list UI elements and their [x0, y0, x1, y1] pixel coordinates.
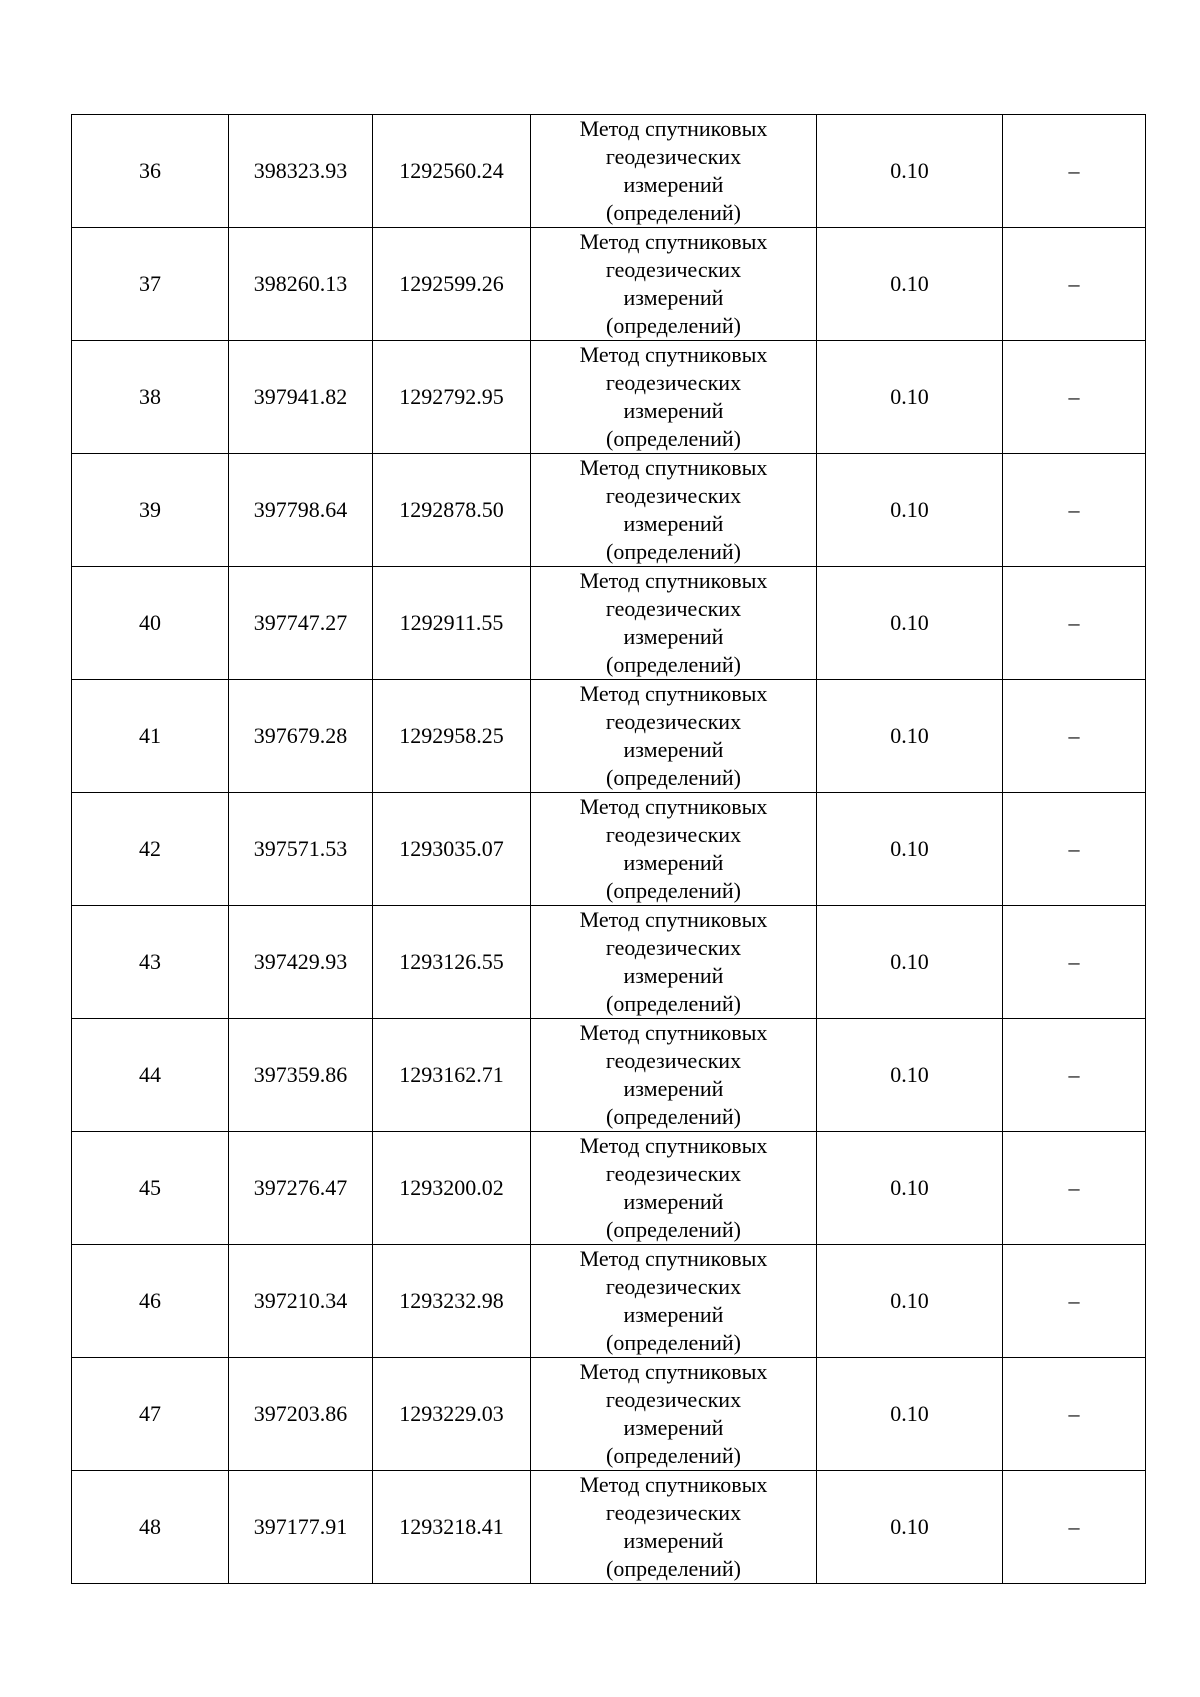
method-line: измерений — [623, 511, 724, 536]
y-coordinate-cell: 1292560.24 — [373, 115, 531, 228]
note-cell: – — [1003, 1245, 1146, 1358]
method-cell — [531, 228, 817, 341]
method-line: (определений) — [606, 200, 741, 225]
accuracy-cell: 0.10 — [817, 1471, 1003, 1584]
method-line: (определений) — [606, 1217, 741, 1242]
point-number-cell: 43 — [72, 906, 229, 1019]
method-line: геодезических — [605, 370, 742, 395]
table-row — [72, 793, 1146, 906]
method-line: измерений — [623, 1415, 724, 1440]
method-line: Метод спутниковых — [579, 1020, 768, 1045]
method-line: измерений — [623, 737, 724, 762]
note-cell: – — [1003, 680, 1146, 793]
x-coordinate-cell: 397798.64 — [229, 454, 373, 567]
note-cell: – — [1003, 906, 1146, 1019]
method-line: измерений — [623, 172, 724, 197]
note-cell: – — [1003, 115, 1146, 228]
method-line: Метод спутниковых — [579, 794, 768, 819]
method-line: измерений — [623, 624, 724, 649]
point-number-cell: 42 — [72, 793, 229, 906]
point-number-cell: 44 — [72, 1019, 229, 1132]
method-line: Метод спутниковых — [579, 568, 768, 593]
point-number-cell: 40 — [72, 567, 229, 680]
method-line: геодезических — [605, 1387, 742, 1412]
table-row — [72, 228, 1146, 341]
point-number-cell: 46 — [72, 1245, 229, 1358]
note-cell: – — [1003, 1019, 1146, 1132]
x-coordinate-cell: 397679.28 — [229, 680, 373, 793]
coordinates-table — [71, 114, 1146, 1584]
method-line: (определений) — [606, 313, 741, 338]
x-coordinate-cell: 397276.47 — [229, 1132, 373, 1245]
y-coordinate-cell: 1293200.02 — [373, 1132, 531, 1245]
method-cell — [531, 567, 817, 680]
method-line: Метод спутниковых — [579, 1472, 768, 1497]
method-line: (определений) — [606, 1443, 741, 1468]
method-cell — [531, 1019, 817, 1132]
point-number-cell: 47 — [72, 1358, 229, 1471]
method-cell — [531, 793, 817, 906]
method-line: измерений — [623, 285, 724, 310]
note-cell: – — [1003, 454, 1146, 567]
y-coordinate-cell: 1293126.55 — [373, 906, 531, 1019]
table-row — [72, 1245, 1146, 1358]
accuracy-cell: 0.10 — [817, 906, 1003, 1019]
method-line: геодезических — [605, 1274, 742, 1299]
method-line: (определений) — [606, 1330, 741, 1355]
method-line: измерений — [623, 1528, 724, 1553]
note-cell: – — [1003, 793, 1146, 906]
accuracy-cell: 0.10 — [817, 567, 1003, 680]
method-line: измерений — [623, 1076, 724, 1101]
table-row — [72, 341, 1146, 454]
method-line: геодезических — [605, 1048, 742, 1073]
method-line: геодезических — [605, 1161, 742, 1186]
method-cell — [531, 906, 817, 1019]
x-coordinate-cell: 397429.93 — [229, 906, 373, 1019]
note-cell: – — [1003, 228, 1146, 341]
method-line: измерений — [623, 398, 724, 423]
accuracy-cell: 0.10 — [817, 1358, 1003, 1471]
accuracy-cell: 0.10 — [817, 228, 1003, 341]
y-coordinate-cell: 1293035.07 — [373, 793, 531, 906]
method-line: измерений — [623, 850, 724, 875]
y-coordinate-cell: 1293232.98 — [373, 1245, 531, 1358]
method-line: измерений — [623, 963, 724, 988]
method-line: геодезических — [605, 709, 742, 734]
accuracy-cell: 0.10 — [817, 793, 1003, 906]
y-coordinate-cell: 1292958.25 — [373, 680, 531, 793]
table-row — [72, 115, 1146, 228]
accuracy-cell: 0.10 — [817, 454, 1003, 567]
x-coordinate-cell: 397210.34 — [229, 1245, 373, 1358]
method-line: Метод спутниковых — [579, 1246, 768, 1271]
method-cell — [531, 454, 817, 567]
y-coordinate-cell: 1292599.26 — [373, 228, 531, 341]
method-line: (определений) — [606, 878, 741, 903]
x-coordinate-cell: 397177.91 — [229, 1471, 373, 1584]
method-line: (определений) — [606, 652, 741, 677]
method-line: (определений) — [606, 426, 741, 451]
note-cell: – — [1003, 341, 1146, 454]
method-line: Метод спутниковых — [579, 1133, 768, 1158]
method-cell — [531, 1132, 817, 1245]
method-line: геодезических — [605, 822, 742, 847]
method-line: измерений — [623, 1302, 724, 1327]
table-row — [72, 680, 1146, 793]
table-row — [72, 1358, 1146, 1471]
accuracy-cell: 0.10 — [817, 680, 1003, 793]
method-line: геодезических — [605, 257, 742, 282]
table-row — [72, 906, 1146, 1019]
method-line: (определений) — [606, 1556, 741, 1581]
method-line: Метод спутниковых — [579, 1359, 768, 1384]
coordinates-table-body — [72, 115, 1146, 1584]
accuracy-cell: 0.10 — [817, 1245, 1003, 1358]
method-line: Метод спутниковых — [579, 342, 768, 367]
method-line: геодезических — [605, 596, 742, 621]
method-line: геодезических — [605, 935, 742, 960]
point-number-cell: 48 — [72, 1471, 229, 1584]
method-line: Метод спутниковых — [579, 229, 768, 254]
point-number-cell: 36 — [72, 115, 229, 228]
y-coordinate-cell: 1292792.95 — [373, 341, 531, 454]
x-coordinate-cell: 397203.86 — [229, 1358, 373, 1471]
note-cell: – — [1003, 1471, 1146, 1584]
method-cell — [531, 115, 817, 228]
y-coordinate-cell: 1293229.03 — [373, 1358, 531, 1471]
method-line: Метод спутниковых — [579, 681, 768, 706]
method-cell — [531, 341, 817, 454]
method-line: Метод спутниковых — [579, 455, 768, 480]
y-coordinate-cell: 1293162.71 — [373, 1019, 531, 1132]
method-line: геодезических — [605, 483, 742, 508]
table-row — [72, 454, 1146, 567]
point-number-cell: 39 — [72, 454, 229, 567]
point-number-cell: 37 — [72, 228, 229, 341]
method-line: геодезических — [605, 1500, 742, 1525]
method-cell — [531, 1471, 817, 1584]
note-cell: – — [1003, 1132, 1146, 1245]
x-coordinate-cell: 397359.86 — [229, 1019, 373, 1132]
accuracy-cell: 0.10 — [817, 341, 1003, 454]
point-number-cell: 45 — [72, 1132, 229, 1245]
method-line: (определений) — [606, 765, 741, 790]
method-cell — [531, 680, 817, 793]
y-coordinate-cell: 1292911.55 — [373, 567, 531, 680]
point-number-cell: 41 — [72, 680, 229, 793]
method-line: (определений) — [606, 1104, 741, 1129]
table-row — [72, 567, 1146, 680]
method-line: Метод спутниковых — [579, 116, 768, 141]
x-coordinate-cell: 397747.27 — [229, 567, 373, 680]
table-row — [72, 1471, 1146, 1584]
method-line: Метод спутниковых — [579, 907, 768, 932]
y-coordinate-cell: 1292878.50 — [373, 454, 531, 567]
method-line: (определений) — [606, 991, 741, 1016]
method-line: геодезических — [605, 144, 742, 169]
table-row — [72, 1132, 1146, 1245]
accuracy-cell: 0.10 — [817, 1132, 1003, 1245]
method-line: измерений — [623, 1189, 724, 1214]
method-cell — [531, 1245, 817, 1358]
accuracy-cell: 0.10 — [817, 115, 1003, 228]
x-coordinate-cell: 398260.13 — [229, 228, 373, 341]
x-coordinate-cell: 397571.53 — [229, 793, 373, 906]
table-row — [72, 1019, 1146, 1132]
method-line: (определений) — [606, 539, 741, 564]
note-cell: – — [1003, 1358, 1146, 1471]
note-cell: – — [1003, 567, 1146, 680]
point-number-cell: 38 — [72, 341, 229, 454]
x-coordinate-cell: 397941.82 — [229, 341, 373, 454]
x-coordinate-cell: 398323.93 — [229, 115, 373, 228]
accuracy-cell: 0.10 — [817, 1019, 1003, 1132]
method-cell — [531, 1358, 817, 1471]
y-coordinate-cell: 1293218.41 — [373, 1471, 531, 1584]
